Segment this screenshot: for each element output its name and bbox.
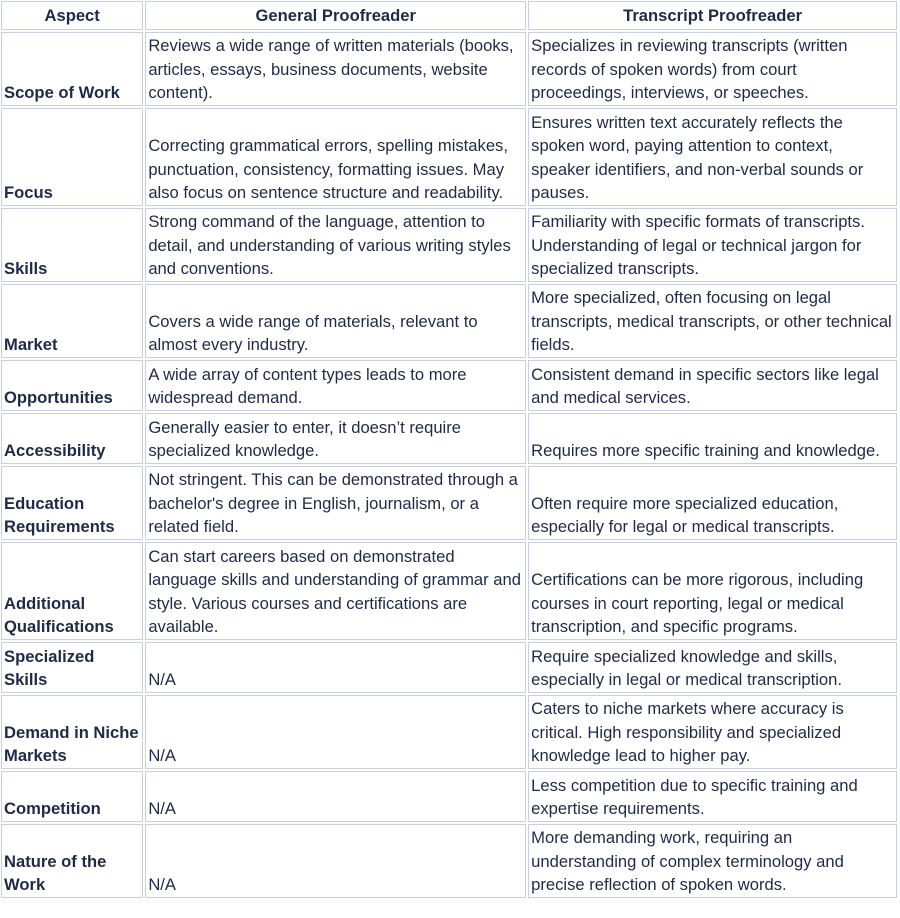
table-row bbox=[1, 32, 897, 106]
table-row bbox=[1, 284, 897, 358]
aspect-cell: Opportunities bbox=[1, 360, 143, 411]
general-cell: Reviews a wide range of written materials (books, articles, essays, business documents, website content). bbox=[145, 32, 526, 106]
general-cell: Strong command of the language, attention to detail, and understanding of various writing styles and conventions. bbox=[145, 208, 526, 282]
aspect-cell: Scope of Work bbox=[1, 32, 143, 106]
aspect-cell: Specialized Skills bbox=[1, 642, 143, 693]
aspect-cell: Market bbox=[1, 284, 143, 358]
header-aspect: Aspect bbox=[1, 1, 143, 30]
table-row bbox=[1, 360, 897, 411]
general-cell: N/A bbox=[145, 824, 526, 898]
aspect-cell: Accessibility bbox=[1, 413, 143, 464]
table-row bbox=[1, 642, 897, 693]
header-row bbox=[1, 1, 897, 30]
aspect-cell: Skills bbox=[1, 208, 143, 282]
aspect-cell: Focus bbox=[1, 108, 143, 206]
transcript-cell: Caters to niche markets where accuracy is critical. High responsibility and specialized knowledge lead to higher pay. bbox=[528, 695, 897, 769]
general-cell: Generally easier to enter, it doesn’t require specialized knowledge. bbox=[145, 413, 526, 464]
general-cell: N/A bbox=[145, 771, 526, 822]
general-cell: Covers a wide range of materials, relevant to almost every industry. bbox=[145, 284, 526, 358]
table-row bbox=[1, 771, 897, 822]
general-cell: A wide array of content types leads to more widespread demand. bbox=[145, 360, 526, 411]
general-cell: N/A bbox=[145, 642, 526, 693]
table-row bbox=[1, 824, 897, 898]
transcript-cell: Specializes in reviewing transcripts (written records of spoken words) from court proceedings, interviews, or speeches. bbox=[528, 32, 897, 106]
aspect-cell: Demand in Niche Markets bbox=[1, 695, 143, 769]
table-row bbox=[1, 542, 897, 640]
table-row bbox=[1, 466, 897, 540]
aspect-cell: Nature of the Work bbox=[1, 824, 143, 898]
transcript-cell: Requires more specific training and knowledge. bbox=[528, 413, 897, 464]
general-cell: N/A bbox=[145, 695, 526, 769]
table-row bbox=[1, 108, 897, 206]
transcript-cell: More specialized, often focusing on legal transcripts, medical transcripts, or other technical fields. bbox=[528, 284, 897, 358]
transcript-cell: Certifications can be more rigorous, including courses in court reporting, legal or medical transcription, and specific programs. bbox=[528, 542, 897, 640]
aspect-cell: Education Requirements bbox=[1, 466, 143, 540]
general-cell: Not stringent. This can be demonstrated through a bachelor's degree in English, journalism, or a related field. bbox=[145, 466, 526, 540]
aspect-cell: Competition bbox=[1, 771, 143, 822]
table-row bbox=[1, 695, 897, 769]
transcript-cell: More demanding work, requiring an understanding of complex terminology and precise reflection of spoken words. bbox=[528, 824, 897, 898]
header-general-proofreader: General Proofreader bbox=[145, 1, 526, 30]
general-cell: Correcting grammatical errors, spelling mistakes, punctuation, consistency, formatting issues. May also focus on sentence structure and readability. bbox=[145, 108, 526, 206]
transcript-cell: Ensures written text accurately reflects the spoken word, paying attention to context, speaker identifiers, and non-verbal sounds or pauses. bbox=[528, 108, 897, 206]
transcript-cell: Often require more specialized education, especially for legal or medical transcripts. bbox=[528, 466, 897, 540]
table-row bbox=[1, 208, 897, 282]
transcript-cell: Less competition due to specific training and expertise requirements. bbox=[528, 771, 897, 822]
table-row bbox=[1, 413, 897, 464]
transcript-cell: Require specialized knowledge and skills, especially in legal or medical transcription. bbox=[528, 642, 897, 693]
aspect-cell: Additional Qualifications bbox=[1, 542, 143, 640]
header-transcript-proofreader: Transcript Proofreader bbox=[528, 1, 897, 30]
transcript-cell: Consistent demand in specific sectors like legal and medical services. bbox=[528, 360, 897, 411]
transcript-cell: Familiarity with specific formats of transcripts. Understanding of legal or technical jargon for specialized transcripts. bbox=[528, 208, 897, 282]
general-cell: Can start careers based on demonstrated language skills and understanding of grammar and style. Various courses and certifications are available. bbox=[145, 542, 526, 640]
